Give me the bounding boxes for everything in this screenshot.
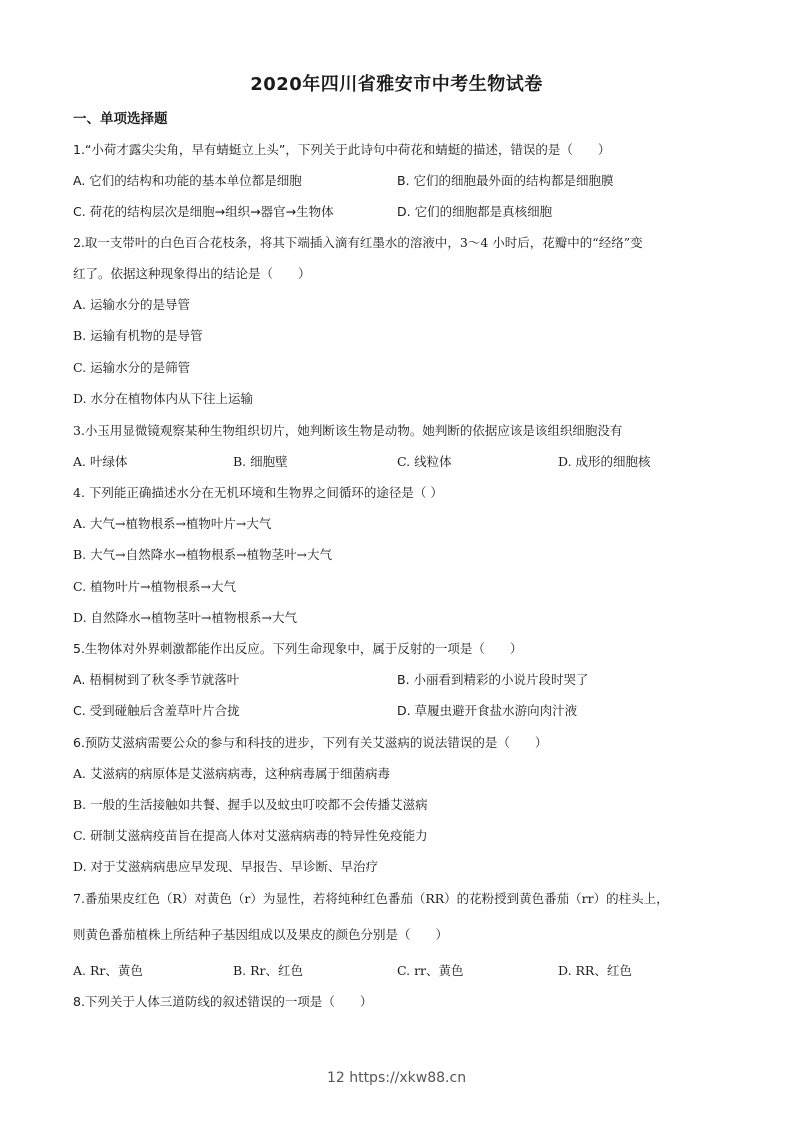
question-7-stem-line-2: 则黄色番茄植株上所结种子基因组成以及果皮的颜色分别是（ ） [73, 927, 449, 942]
question-3-option-d: D. 成形的细胞核 [558, 454, 651, 469]
question-4-option-d: D. 自然降水→植物茎叶→植物根系→大气 [73, 610, 297, 625]
question-3-stem: 3.小玉用显微镜观察某种生物组织切片，她判断该生物是动物。她判断的依据应该是该组织细胞没有 [73, 423, 623, 438]
question-2-option-a: A. 运输水分的是导管 [73, 297, 190, 312]
question-3-option-c: C. 线粒体 [397, 454, 452, 469]
question-2-option-c: C. 运输水分的是筛管 [73, 360, 191, 375]
question-4-option-c: C. 植物叶片→植物根系→大气 [73, 579, 237, 594]
question-4-stem: 4. 下列能正确描述水分在无机环境和生物界之间循环的途径是（ ） [73, 485, 443, 500]
question-1-option-a: A. 它们的结构和功能的基本单位都是细胞 [73, 173, 302, 188]
question-8-stem: 8.下列关于人体三道防线的叙述错误的一项是（ ） [73, 994, 373, 1009]
question-7-option-a: A. Rr、黄色 [73, 963, 143, 978]
question-7-option-d: D. RR、红色 [558, 963, 632, 978]
question-5-option-b: B. 小丽看到精彩的小说片段时哭了 [397, 672, 589, 687]
page-title: 2020年四川省雅安市中考生物试卷 [250, 74, 543, 95]
question-6-option-b: B. 一般的生活接触如共餐、握手以及蚊虫叮咬都不会传播艾滋病 [73, 797, 428, 812]
question-3-option-b: B. 细胞壁 [233, 454, 288, 469]
question-7-option-c: C. rr、黄色 [397, 963, 464, 978]
question-5-option-a: A. 梧桐树到了秋冬季节就落叶 [73, 672, 240, 687]
section-heading: 一、单项选择题 [73, 111, 168, 127]
question-1-option-d: D. 它们的细胞都是真核细胞 [397, 204, 553, 219]
question-2-option-d: D. 水分在植物体内从下往上运输 [73, 391, 254, 406]
question-7-option-b: B. Rr、红色 [233, 963, 304, 978]
question-3-option-a: A. 叶绿体 [73, 454, 128, 469]
question-2-stem-line-2: 红了。依据这种现象得出的结论是（ ） [73, 266, 311, 281]
question-6-stem: 6.预防艾滋病需要公众的参与和科技的进步，下列有关艾滋病的说法错误的是（ ） [73, 735, 548, 750]
question-5-stem: 5.生物体对外界刺激都能作出反应。下列生命现象中，属于反射的一项是（ ） [73, 641, 523, 656]
question-1-option-c: C. 荷花的结构层次是细胞→组织→器官→生物体 [73, 204, 334, 219]
question-6-option-c: C. 研制艾滋病疫苗旨在提高人体对艾滋病病毒的特异性免疫能力 [73, 828, 428, 843]
question-6-option-d: D. 对于艾滋病病患应早发现、早报告、早诊断、早治疗 [73, 859, 379, 874]
question-4-option-a: A. 大气→植物根系→植物叶片→大气 [73, 516, 272, 531]
page-footer: 12 https://xkw88.cn [326, 1070, 467, 1086]
question-1-stem: 1.“小荷才露尖尖角，早有蜻蜓立上头”，下列关于此诗句中荷花和蜻蜓的描述，错误的是（ ） [73, 142, 611, 157]
question-5-option-d: D. 草履虫避开食盐水游向肉汁液 [397, 703, 578, 718]
question-7-stem-line-1: 7.番茄果皮红色（R）对黄色（r）为显性，若将纯种红色番茄（RR）的花粉授到黄色番茄（rr）的柱头上， [73, 891, 669, 906]
question-2-stem-line-1: 2.取一支带叶的白色百合花枝条，将其下端插入滴有红墨水的溶液中，3～4 小时后，花瓣中的“经络”变 [73, 235, 643, 250]
question-1-option-b: B. 它们的细胞最外面的结构都是细胞膜 [397, 173, 614, 188]
question-2-option-b: B. 运输有机物的是导管 [73, 328, 203, 343]
question-5-option-c: C. 受到碰触后含羞草叶片合拢 [73, 703, 240, 718]
question-4-option-b: B. 大气→自然降水→植物根系→植物茎叶→大气 [73, 547, 333, 562]
question-6-option-a: A. 艾滋病的病原体是艾滋病病毒，这种病毒属于细菌病毒 [73, 766, 390, 781]
